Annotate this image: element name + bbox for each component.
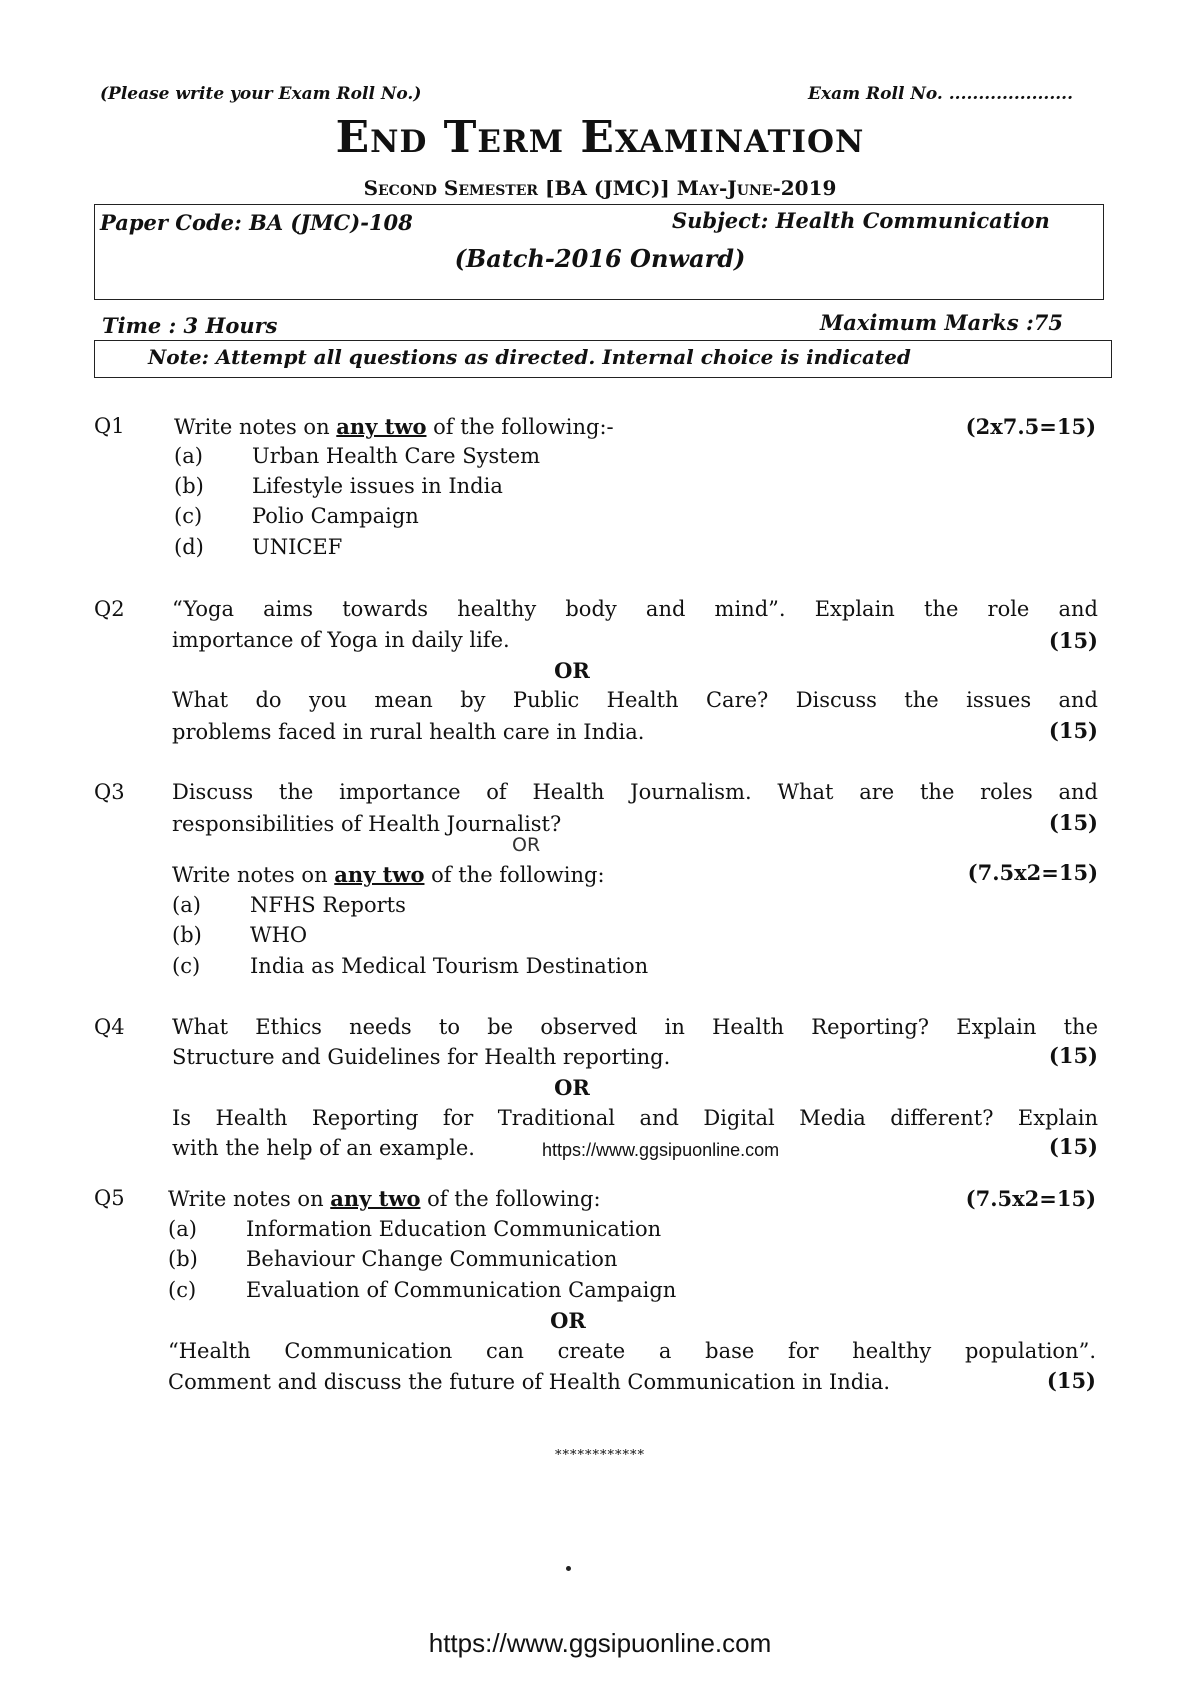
- question-text: Structure and Guidelines for Health reporting.: [172, 1045, 671, 1069]
- question-text: responsibilities of Health Journalist?: [172, 812, 562, 836]
- list-item-label: (c): [174, 504, 203, 528]
- list-item: Behaviour Change Communication: [246, 1247, 618, 1271]
- question-number: Q4: [94, 1015, 125, 1039]
- question-text: What Ethics needs to be observed in Health Reporting? Explain the: [172, 1015, 1098, 1039]
- question-marks: (15): [1048, 718, 1098, 743]
- list-item-label: (a): [174, 444, 203, 468]
- list-item: Urban Health Care System: [252, 444, 541, 468]
- or-separator: OR: [554, 658, 590, 683]
- question-marks: (15): [1048, 810, 1098, 835]
- list-item: Evaluation of Communication Campaign: [246, 1278, 677, 1302]
- subject: Subject: Health Communication: [672, 208, 1050, 233]
- question-text: “Health Communication can create a base for healthy population”.: [168, 1339, 1096, 1363]
- watermark-url: https://www.ggsipuonline.com: [542, 1140, 780, 1160]
- question-marks: (7.5x2=15): [967, 860, 1098, 885]
- question-text: Write notes on any two of the following:: [172, 862, 605, 887]
- question-marks: (15): [1048, 628, 1098, 653]
- exam-title: End Term Examination: [335, 112, 865, 163]
- list-item: NFHS Reports: [250, 893, 406, 917]
- question-marks: (7.5x2=15): [965, 1186, 1096, 1211]
- question-marks: (15): [1048, 1134, 1098, 1159]
- question-marks: (2x7.5=15): [965, 414, 1096, 439]
- question-text: Write notes on any two of the following:-: [174, 414, 614, 439]
- instructions-note: Note: Attempt all questions as directed. Internal choice is indicated: [148, 345, 911, 369]
- or-separator: OR: [554, 1075, 590, 1100]
- roll-number-prompt: (Please write your Exam Roll No.): [100, 84, 422, 104]
- question-text: importance of Yoga in daily life.: [172, 628, 510, 652]
- list-item-label: (a): [168, 1217, 197, 1241]
- question-text: Write notes on any two of the following:: [168, 1186, 601, 1211]
- list-item: UNICEF: [252, 535, 343, 559]
- question-text: problems faced in rural health care in India.: [172, 720, 645, 744]
- scan-speck: [566, 1566, 571, 1571]
- list-item-label: (a): [172, 893, 201, 917]
- question-text: with the help of an example.: [172, 1136, 475, 1160]
- time-allowed: Time : 3 Hours: [102, 313, 278, 338]
- list-item-label: (c): [168, 1278, 197, 1302]
- list-item-label: (c): [172, 954, 201, 978]
- question-marks: (15): [1048, 1043, 1098, 1068]
- list-item: Information Education Communication: [246, 1217, 662, 1241]
- question-number: Q5: [94, 1186, 125, 1210]
- list-item-label: (b): [174, 474, 204, 498]
- list-item-label: (b): [168, 1247, 198, 1271]
- question-text: Is Health Reporting for Traditional and Digital Media different? Explain: [172, 1106, 1098, 1130]
- exam-subtitle: Second Semester [BA (JMC)] May-June-2019: [363, 176, 837, 200]
- question-number: Q3: [94, 780, 125, 804]
- list-item: WHO: [250, 923, 308, 947]
- list-item: Polio Campaign: [252, 504, 419, 528]
- question-text: What do you mean by Public Health Care? Discuss the issues and: [172, 688, 1098, 712]
- question-marks: (15): [1046, 1368, 1096, 1393]
- question-number: Q2: [94, 597, 125, 621]
- or-separator: OR: [550, 1308, 586, 1333]
- handwritten-or-annotation: OR: [512, 834, 541, 856]
- batch: (Batch-2016 Onward): [454, 244, 746, 273]
- maximum-marks: Maximum Marks :75: [820, 310, 1063, 335]
- question-text: Discuss the importance of Health Journalism. What are the roles and: [172, 780, 1098, 804]
- question-text: “Yoga aims towards healthy body and mind”. Explain the role and: [172, 597, 1098, 621]
- exam-roll-number-label: Exam Roll No. .....................: [808, 84, 1074, 104]
- list-item-label: (b): [172, 923, 202, 947]
- question-text: Comment and discuss the future of Health Communication in India.: [168, 1370, 891, 1394]
- list-item: Lifestyle issues in India: [252, 474, 503, 498]
- end-of-paper-stars: ************: [555, 1448, 645, 1463]
- question-number: Q1: [94, 414, 125, 438]
- paper-code: Paper Code: BA (JMC)-108: [100, 210, 413, 235]
- list-item-label: (d): [174, 535, 204, 559]
- list-item: India as Medical Tourism Destination: [250, 954, 649, 978]
- footer-url: https://www.ggsipuonline.com: [428, 1628, 772, 1658]
